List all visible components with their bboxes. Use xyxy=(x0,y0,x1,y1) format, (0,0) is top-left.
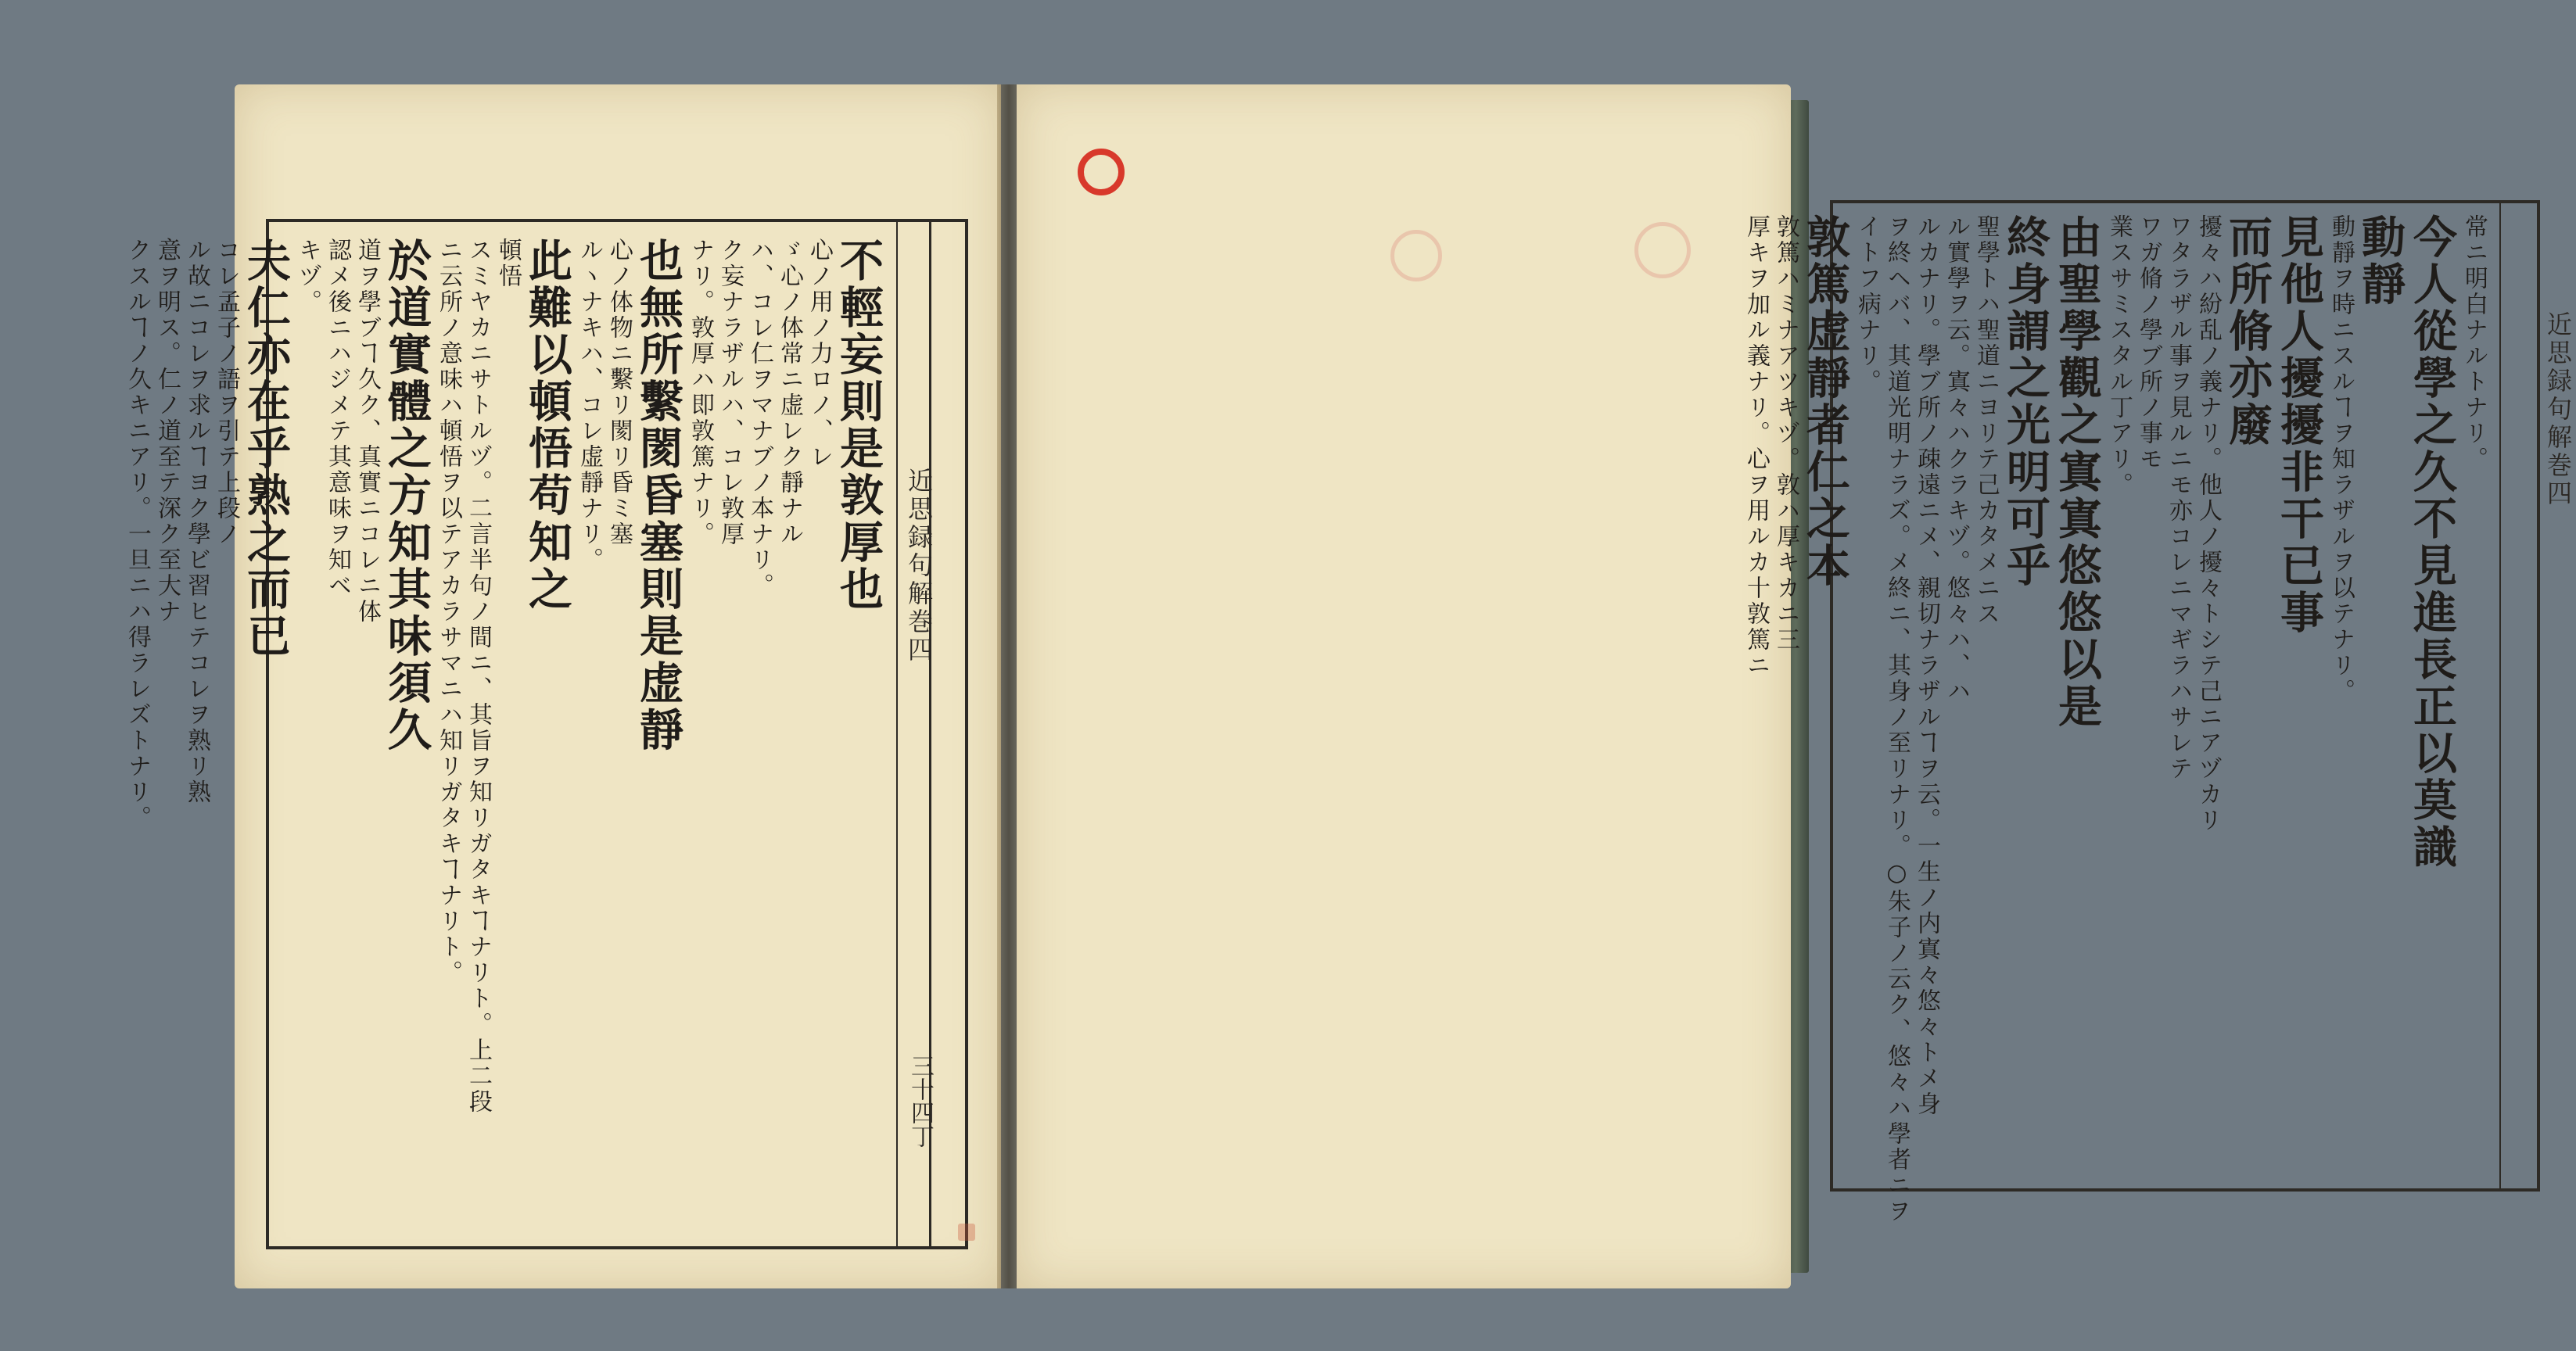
right-column: 動靜ヲ時ニスルヿヲ知ラザルヲ以テナリ。 xyxy=(2327,214,2355,704)
faded-seal-left xyxy=(1390,230,1442,281)
right-column: 敦篤ハミナアツキヅ。敦ハ厚キカニ三 xyxy=(1772,214,1799,653)
left-column: ナリ。敦厚ハ即敦篤ナリ。 xyxy=(687,238,714,547)
right-column: 終身謂之光明可乎 xyxy=(2000,214,2051,589)
right-column: 而所脩亦廢 xyxy=(2222,214,2273,449)
left-column: 於道實體之方知其味須久 xyxy=(381,238,432,754)
right-column: 擾々ハ紛乱ノ義ナリ。他人ノ擾々トシテ己ニアヅカリ xyxy=(2194,214,2222,833)
left-column: 頓悟 xyxy=(494,238,522,289)
left-column: スミヤカニサトルヅ。二言半句ノ間ニ、其旨ヲ知リガタキヿナリト。上二段 xyxy=(465,238,492,1115)
right-column: 聖學トハ聖道ニヨリテ己カタメニス xyxy=(1972,214,2000,627)
left-column: 道ヲ學ブヿ久ク、真實ニコレニ体 xyxy=(353,238,381,625)
left-column: 心ノ用ノ力ロノ、レ xyxy=(805,238,833,470)
right-column: 敦篤虚靜者仁之本 xyxy=(1799,214,1851,589)
right-column: 厚キヲ加ル義ナリ。心ヲ用ルカ十敦篤ニ xyxy=(1742,214,1770,679)
left-column: 也無所繫閡昏塞則是虚靜 xyxy=(633,238,684,754)
right-column: 業スサミスタル丁アリ。 xyxy=(2105,214,2133,498)
left-page-number: 三十四丁 xyxy=(906,1054,934,1148)
right-column: 今人從學之久不見進長正以莫識 xyxy=(2406,214,2458,871)
left-column: ニ云所ノ意味ハ頓悟ヲ以テアカラサマニハ知リガタキヿナリト。 xyxy=(435,238,462,986)
left-hashira-rule-inner xyxy=(896,219,898,1246)
right-column: イトフ病ナリ。 xyxy=(1853,214,1881,395)
left-column: 此難以頓悟苟知之 xyxy=(522,238,573,613)
open-book xyxy=(124,84,2573,1288)
right-column: 常ニ明白ナルトナリ。 xyxy=(2460,214,2488,472)
left-page-hashira: 近思録句解巻四 xyxy=(904,468,934,665)
right-column: 動靜 xyxy=(2355,214,2406,308)
right-column: ルカナリ。學ブ所ノ疎遠ニメ、親切ナラザルヿヲ云。一生ノ内寘々悠々トメ身 xyxy=(1913,214,1940,1117)
left-column: ゞ心ノ体常ニ虚レク靜ナル xyxy=(776,238,803,547)
left-column: キヅ。 xyxy=(294,238,321,315)
right-column: ワタラザル事ヲ見ルニモ亦コレニマギラハサレテ xyxy=(2165,214,2192,782)
right-column: ワガ脩ノ學ブ所ノ事モ xyxy=(2135,214,2162,472)
left-column: ルヽナキハ、コレ虚靜ナリ。 xyxy=(576,238,603,573)
left-page xyxy=(124,84,1001,1288)
right-column: 由聖學觀之寘寘悠悠以是 xyxy=(2051,214,2103,730)
right-hashira-rule xyxy=(2499,200,2501,1188)
left-column: 夫仁亦在乎熟之而已 xyxy=(240,238,292,660)
left-column: ク妄ナラザルハ、コレ敦厚 xyxy=(716,238,744,547)
left-column: ル故ニコレヲ求ルヿヨク學ビ習ヒテコレヲ熟リ熟 xyxy=(183,238,210,805)
left-column: 不輕妄則是敦厚也 xyxy=(833,238,884,613)
right-column: ヲ終ヘバ、其道光明ナラズ。メ終ニ、其身ノ至リナリ。○朱子ノ云ク、悠々ハ學者ニヲ xyxy=(1883,214,1910,1224)
faded-seal-right xyxy=(1634,222,1691,278)
small-red-stamp xyxy=(958,1224,975,1241)
red-ownership-seal xyxy=(1078,149,1125,195)
right-page-hashira: 近思録句解巻四 xyxy=(2543,311,2573,508)
left-column: コレ孟子ノ語ヲ引テ上段ノ xyxy=(213,238,240,547)
left-column: 認メ後ニハジメテ其意味ヲ知ベ xyxy=(324,238,351,599)
right-column: 見他人擾擾非干已事 xyxy=(2273,214,2325,636)
right-column: ル實學ヲ云。寘々ハクラキヅ。悠々ハ、ハ xyxy=(1943,214,1970,704)
left-column: ハ、コレ仁ヲマナブノ本ナリ。 xyxy=(746,238,773,599)
left-column: 心ノ体物ニ繫リ閡リ昏ミ塞 xyxy=(605,238,633,547)
left-column: クスルヿノ久キニアリ。一旦ニハ得ラレズトナリ。 xyxy=(124,238,151,831)
left-column: 意ヲ明ス。仁ノ道至テ深ク至大ナ xyxy=(153,238,181,625)
